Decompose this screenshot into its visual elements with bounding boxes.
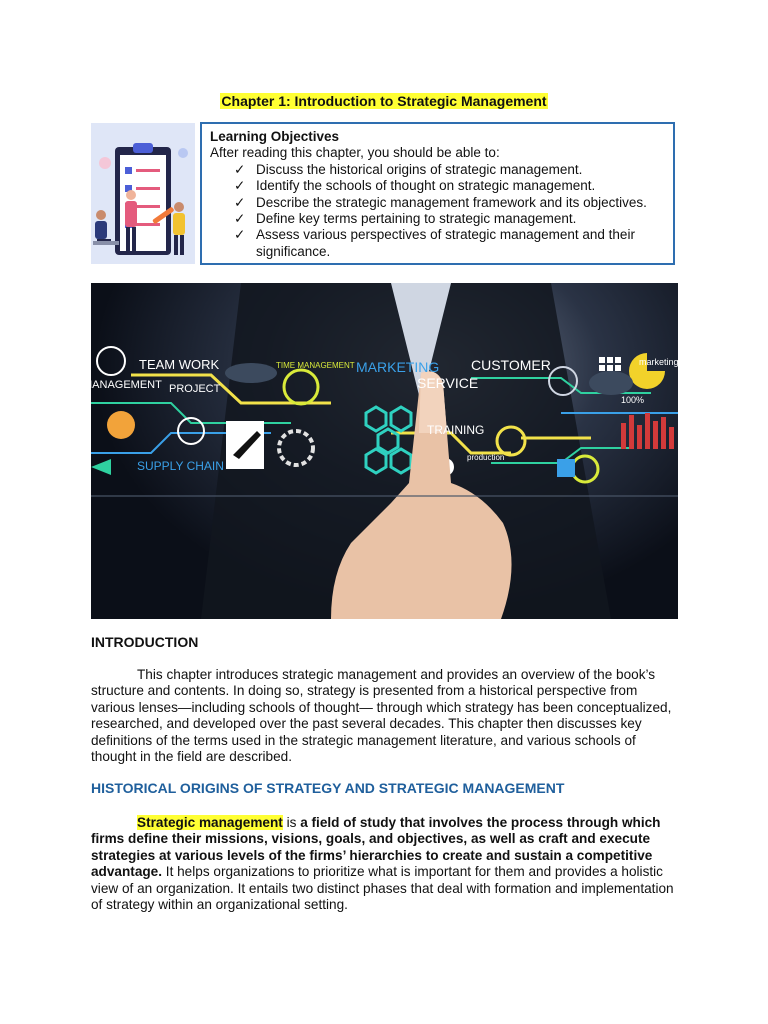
introduction-heading: INTRODUCTION [91, 634, 199, 650]
objectives-intro: After reading this chapter, you should be able to: [210, 145, 500, 161]
introduction-text: This chapter introduces strategic management and provides an overview of the book’s structure and contents. In doing so, strategy is presented from a historical perspective from various lenses—including schools of thought— through which strategy has been conceptualized, researched, and developed over the past several decades. This chapter then discusses key definitions of the terms used in the strategic management literature, and various schools of thought in the field are described. [91, 667, 672, 765]
management-label: MANAGEMENT [83, 379, 162, 391]
definition-rest: It helps organizations to prioritize what is important for them and provides a holistic view of an organization. It entails two distinct phases that deal with formation and implementation of strategy within an organizational setting. [91, 864, 674, 913]
objective-text: Assess various perspectives of strategic management and their significance. [256, 227, 635, 259]
objective-text: Identify the schools of thought on strategic management. [256, 178, 596, 194]
check-icon: ✓ [234, 227, 246, 243]
term-connector: is [282, 815, 301, 830]
objective-text: Discuss the historical origins of strategic management. [256, 161, 583, 177]
objectives-list [210, 162, 665, 260]
objective-item [234, 195, 665, 211]
check-icon: ✓ [234, 194, 246, 210]
introduction-paragraph [91, 667, 676, 765]
training-label: TRAINING [427, 423, 485, 437]
objective-item [234, 178, 665, 194]
supply-chain-label: SUPPLY CHAIN [137, 459, 224, 473]
production-label: production [467, 453, 505, 462]
objectives-title: Learning Objectives [210, 129, 340, 144]
team-work-label: TEAM WORK [139, 357, 220, 372]
objective-text: Define key terms pertaining to strategic management. [256, 211, 577, 227]
project-label: PROJECT [169, 383, 221, 395]
time-management-label: TIME MANAGEMENT [276, 361, 355, 370]
objective-text: Describe the strategic management framework and its objectives. [256, 194, 647, 210]
definition-text: a field of study that involves the process through which firms define their missions, visions, goals, and objectives, as well as craft and execute strategies at various levels of the firms’ hierarchies to create and sustain a competitive advantage. [91, 815, 661, 880]
service-label: SERVICE [417, 375, 479, 391]
chapter-title-text: Chapter 1: Introduction to Strategic Management [221, 93, 547, 109]
historical-origins-heading: HISTORICAL ORIGINS OF STRATEGY AND STRATEGIC MANAGEMENT [91, 780, 565, 796]
check-icon: ✓ [234, 211, 246, 227]
check-icon: ✓ [234, 178, 246, 194]
highlighted-term: Strategic management [137, 815, 283, 830]
checklist-illustration [91, 123, 195, 264]
customer-label: CUSTOMER [471, 357, 551, 373]
marketing-small-label: marketing [639, 357, 679, 367]
chapter-title [0, 93, 768, 109]
business-concept-banner [83, 283, 679, 619]
objective-item [234, 162, 665, 178]
percent-label: 100% [621, 395, 645, 405]
check-icon: ✓ [234, 161, 246, 177]
learning-objectives-box [200, 122, 675, 265]
objective-item [234, 227, 665, 260]
objective-item [234, 211, 665, 227]
definition-paragraph [91, 815, 676, 913]
marketing-label: MARKETING [356, 359, 440, 375]
